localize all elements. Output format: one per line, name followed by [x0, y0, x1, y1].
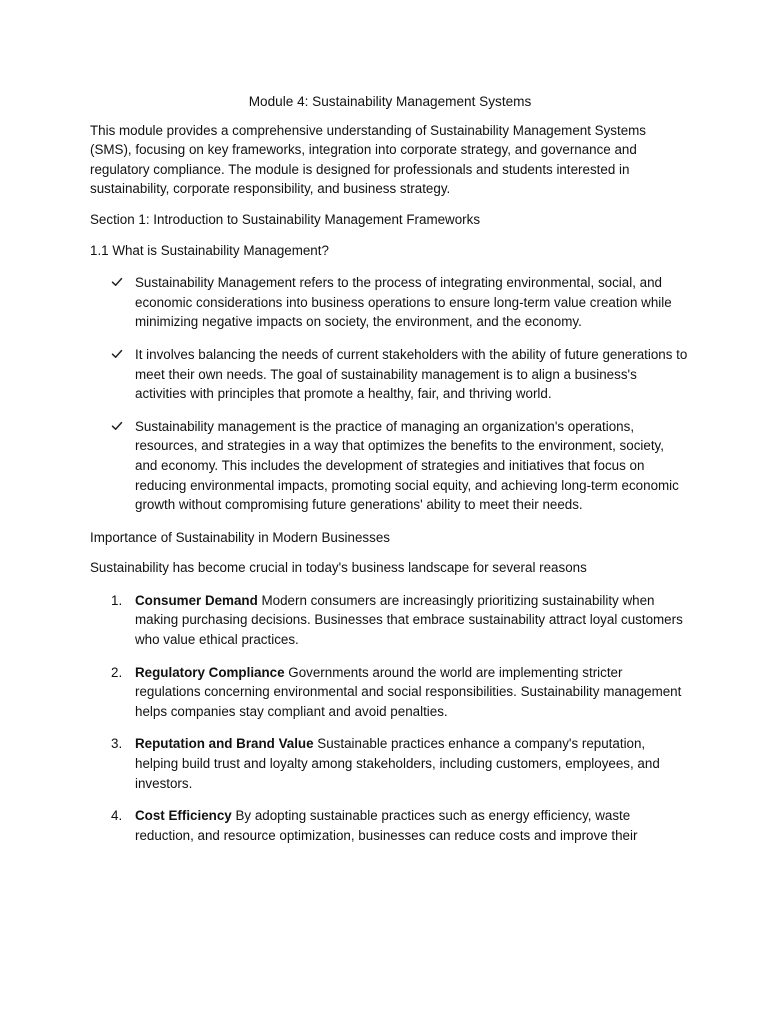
checklist-item-text: Sustainability Management refers to the process of integrating environmental, social, and economic considerations into business operations to ensure long-term value creation while minimizing negative impacts on society, the environment, and the economy. — [135, 275, 672, 330]
reason-lead: Cost Efficiency — [135, 808, 232, 824]
check-icon — [111, 276, 123, 288]
importance-heading: Importance of Sustainability in Modern Businesses — [90, 529, 390, 545]
reason-text: Governments around the world are implementing stricter regulations concerning environmental and social responsibilities. Sustainability management helps companies stay compliant and avoid penalties. — [135, 664, 682, 719]
reason-item — [90, 734, 690, 793]
subsection-heading: 1.1 What is Sustainability Management? — [90, 242, 329, 258]
reason-item — [90, 591, 690, 650]
checklist-item — [90, 345, 690, 404]
reason-item — [90, 663, 690, 722]
importance-intro: Sustainability has become crucial in today's business landscape for several reasons — [90, 560, 587, 576]
reason-lead: Reputation and Brand Value — [135, 736, 314, 752]
reason-text: Modern consumers are increasingly prioritizing sustainability when making purchasing decisions. Businesses that embrace sustainability attract loyal customers who value ethical practices. — [135, 592, 683, 648]
reason-item — [90, 806, 690, 845]
document-title: Module 4: Sustainability Management Systems — [248, 94, 532, 109]
checklist-item-text: It involves balancing the needs of current stakeholders with the ability of future generations to meet their own needs. The goal of sustainability management is to align a business's activities with principles that promote a healthy, fair, and thriving world. — [135, 346, 688, 402]
checklist-item-text: Sustainability management is the practice of managing an organization's operations, resources, and strategies in a way that optimizes the benefits to the environment, society, and economy. This includes the development of strategies and initiatives that focus on reducing environmental impacts, promoting social equity, and achieving long-term economic growth without compromising future generations' ability to meet their needs. — [135, 418, 679, 513]
reason-text: Sustainable practices enhance a company's reputation, helping build trust and loyalty among stakeholders, including customers, employees, and investors. — [135, 736, 660, 791]
reason-number: 1. — [111, 592, 123, 608]
reason-number: 2. — [111, 664, 123, 680]
checklist-item — [90, 273, 690, 332]
reason-lead: Regulatory Compliance — [135, 664, 285, 680]
intro-paragraph: This module provides a comprehensive understanding of Sustainability Management Systems (SMS), focusing on key frameworks, integration into corporate strategy, and governance and regulatory compliance. The module is designed for professionals and students interested in sustainability, corporate responsibility, and business strategy. — [90, 122, 647, 197]
checklist — [90, 273, 690, 515]
check-icon — [111, 420, 123, 432]
reason-number: 3. — [111, 736, 123, 752]
reason-number: 4. — [111, 808, 123, 824]
section-heading: Section 1: Introduction to Sustainability Management Frameworks — [90, 211, 481, 227]
reasons-list — [90, 591, 690, 846]
reason-text: By adopting sustainable practices such as energy efficiency, waste reduction, and resource optimization, businesses can reduce costs and improve their — [135, 808, 638, 843]
check-icon — [111, 348, 123, 360]
reason-lead: Consumer Demand — [135, 592, 258, 608]
checklist-item — [90, 417, 690, 515]
document-content — [90, 92, 690, 856]
